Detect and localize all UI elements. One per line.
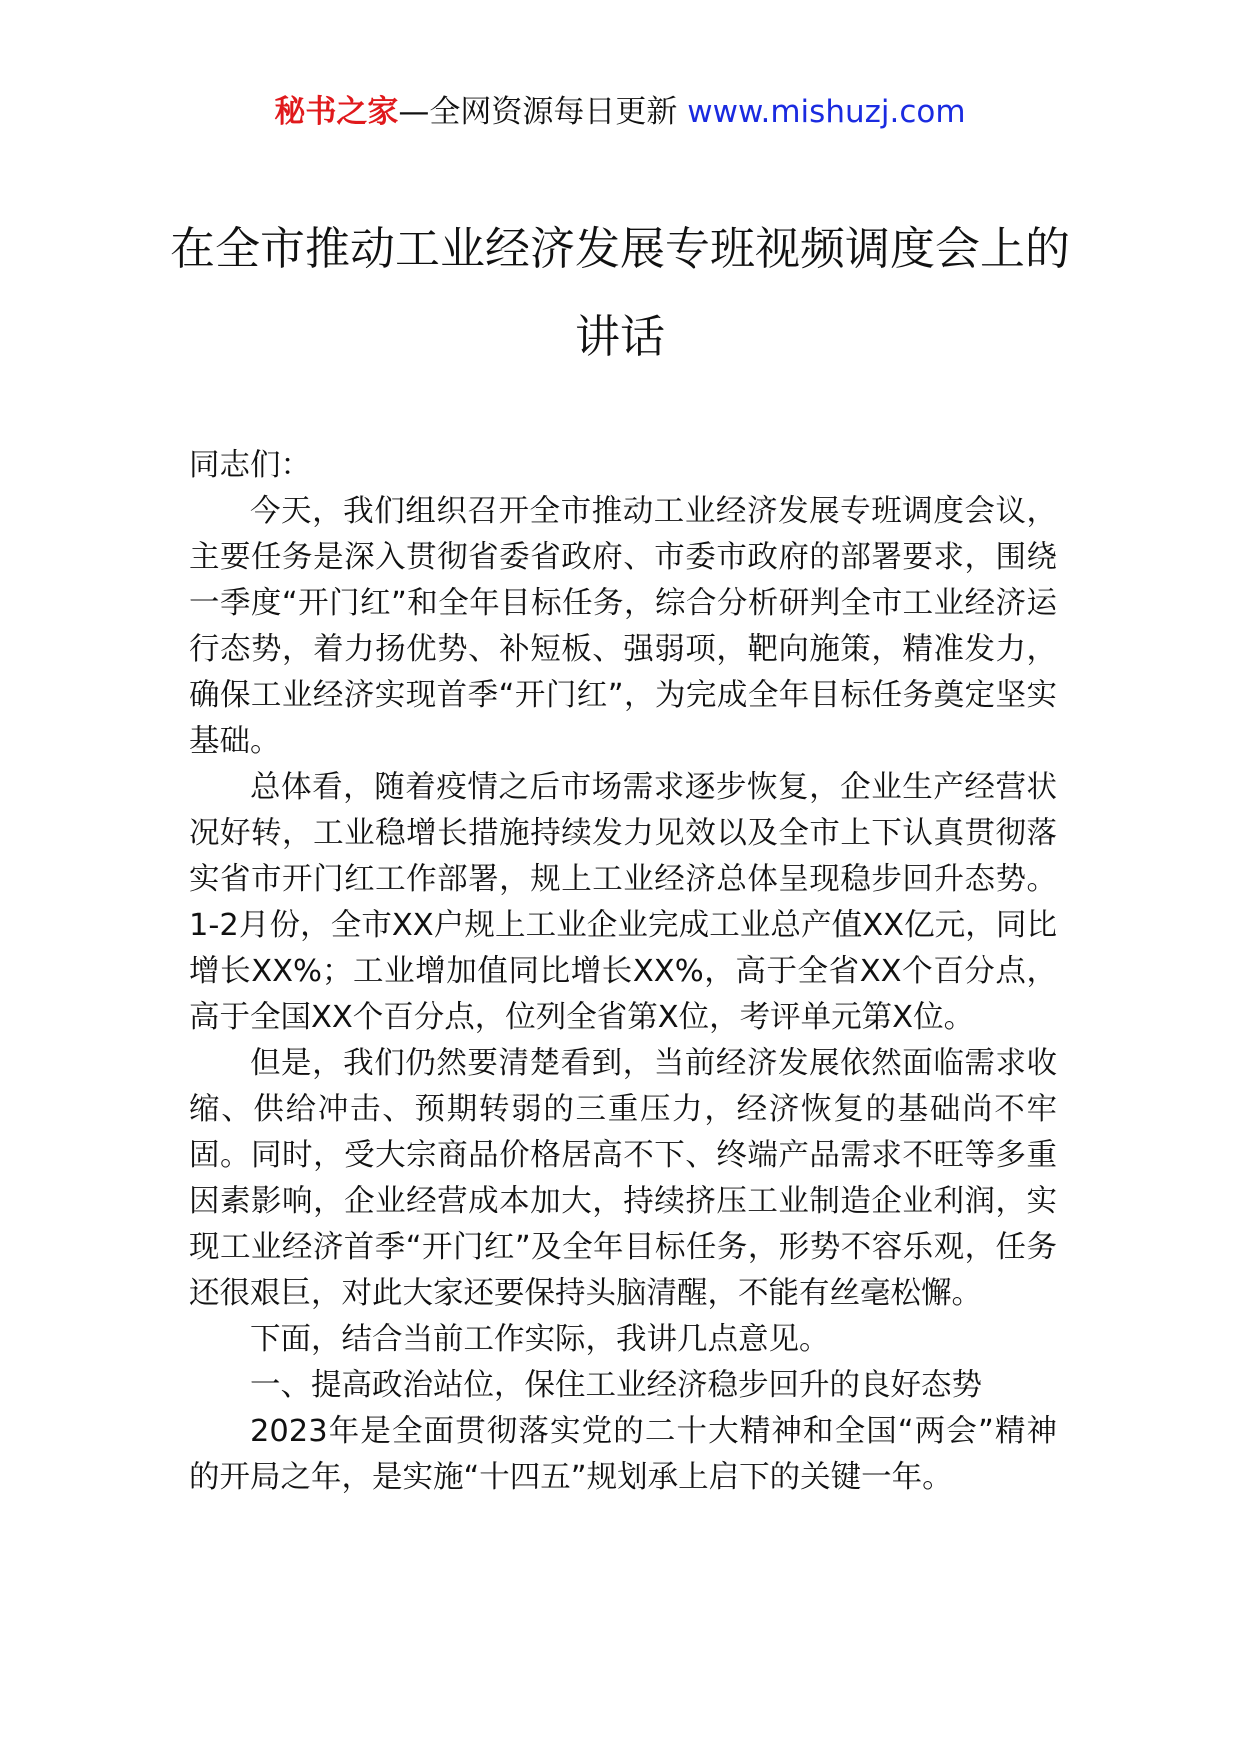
document-body	[189, 443, 1057, 1501]
paragraph-opening: 今天，我们组织召开全市推动工业经济发展专班调度会议，主要任务是深入贯彻省委省政府、市委市政府的部署要求，围绕一季度“开门红”和全年目标任务，综合分析研判全市工业经济运行态势，着力扬优势、补短板、强弱项，靶向施策，精准发力，确保工业经济实现首季“开门红”，为完成全年目标任务奠定坚实基础。	[189, 494, 1057, 759]
paragraph-section-1: 2023年是全面贯彻落实党的二十大精神和全国“两会”精神的开局之年，是实施“十四五”规划承上启下的关键一年。	[189, 1414, 1057, 1495]
section-heading-1: 一、提高政治站位，保住工业经济稳步回升的良好态势	[250, 1368, 982, 1403]
site-header	[0, 92, 1240, 132]
document-title: 在全市推动工业经济发展专班视频调度会上的讲话	[169, 222, 1070, 363]
paragraph-challenges: 但是，我们仍然要清楚看到，当前经济发展依然面临需求收缩、供给冲击、预期转弱的三重压力，经济恢复的基础尚不牢固。同时，受大宗商品价格居高不下、终端产品需求不旺等多重因素影响，企业经营成本加大，持续挤压工业制造企业利润，实现工业经济首季“开门红”及全年目标任务，形势不容乐观，任务还很艰巨，对此大家还要保持头脑清醒，不能有丝毫松懈。	[189, 1046, 1057, 1311]
paragraph-overview: 总体看，随着疫情之后市场需求逐步恢复，企业生产经营状况好转，工业稳增长措施持续发力见效以及全市上下认真贯彻落实省市开门红工作部署，规上工业经济总体呈现稳步回升态势。1-2月份，全市XX户规上工业企业完成工业总产值XX亿元，同比增长XX%；工业增加值同比增长XX%，高于全省XX个百分点，高于全国XX个百分点，位列全省第X位，考评单元第X位。	[189, 770, 1057, 1035]
salutation: 同志们：	[189, 448, 311, 483]
paragraph-transition: 下面，结合当前工作实际，我讲几点意见。	[250, 1322, 830, 1357]
site-slogan: —全网资源每日更新	[398, 94, 688, 130]
site-url-link[interactable]: www.mishuzj.com	[687, 94, 966, 130]
site-brand: 秘书之家	[274, 94, 399, 130]
